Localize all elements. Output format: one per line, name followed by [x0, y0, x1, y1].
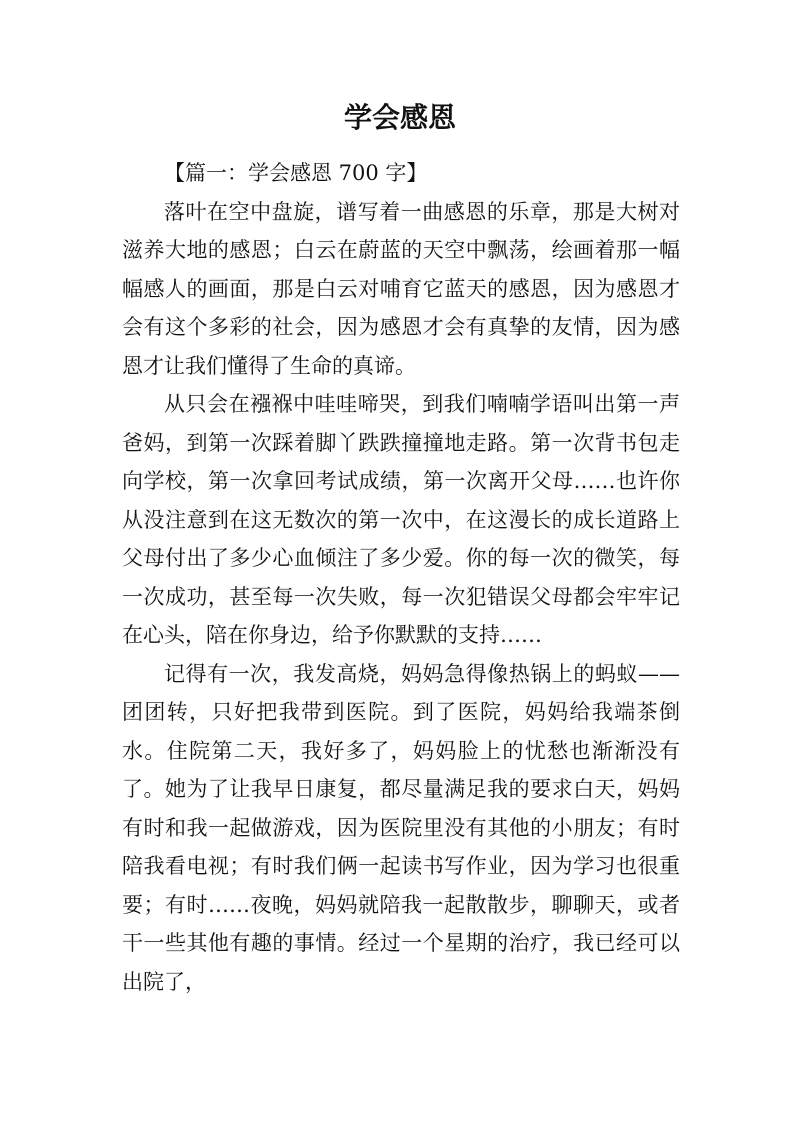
- section-label: 【篇一：学会感恩 700 字】: [164, 161, 428, 185]
- document-title: 学会感恩: [343, 101, 456, 134]
- paragraph-2: 从只会在襁褓中哇哇啼哭，到我们喃喃学语叫出第一声爸妈，到第一次踩着脚丫跌跌撞撞地走路。第一次背书包走向学校，第一次拿回考试成绩，第一次离开父母……也许你从没注意到在这无数次的第一次中，在这漫长的成长道路上父母付出了多少心血倾注了多少爱。你的每一次的微笑，每一次成功，甚至每一次失败，每一次犯错误父母都会牢牢记在心头，陪在你身边，给予你默默的支持……: [122, 392, 680, 647]
- paragraph-1: 落叶在空中盘旋，谱写着一曲感恩的乐章，那是大树对滋养大地的感恩；白云在蔚蓝的天空中飘荡，绘画着那一幅幅感人的画面，那是白云对哺育它蓝天的感恩，因为感恩才会有这个多彩的社会，因为感恩才会有真挚的友情，因为感恩才让我们懂得了生命的真谛。: [122, 199, 680, 378]
- document-body: [122, 154, 680, 1001]
- paragraph-3: 记得有一次，我发高烧，妈妈急得像热锅上的蚂蚁——团团转，只好把我带到医院。到了医院，妈妈给我端茶倒水。住院第二天，我好多了，妈妈脸上的忧愁也渐渐没有了。她为了让我早日康复，都尽量满足我的要求白天，妈妈有时和我一起做游戏，因为医院里没有其他的小朋友；有时陪我看电视；有时我们俩一起读书写作业，因为学习也很重要；有时……夜晚，妈妈就陪我一起散散步，聊聊天，或者干一些其他有趣的事情。经过一个星期的治疗，我已经可以出院了，: [122, 661, 680, 994]
